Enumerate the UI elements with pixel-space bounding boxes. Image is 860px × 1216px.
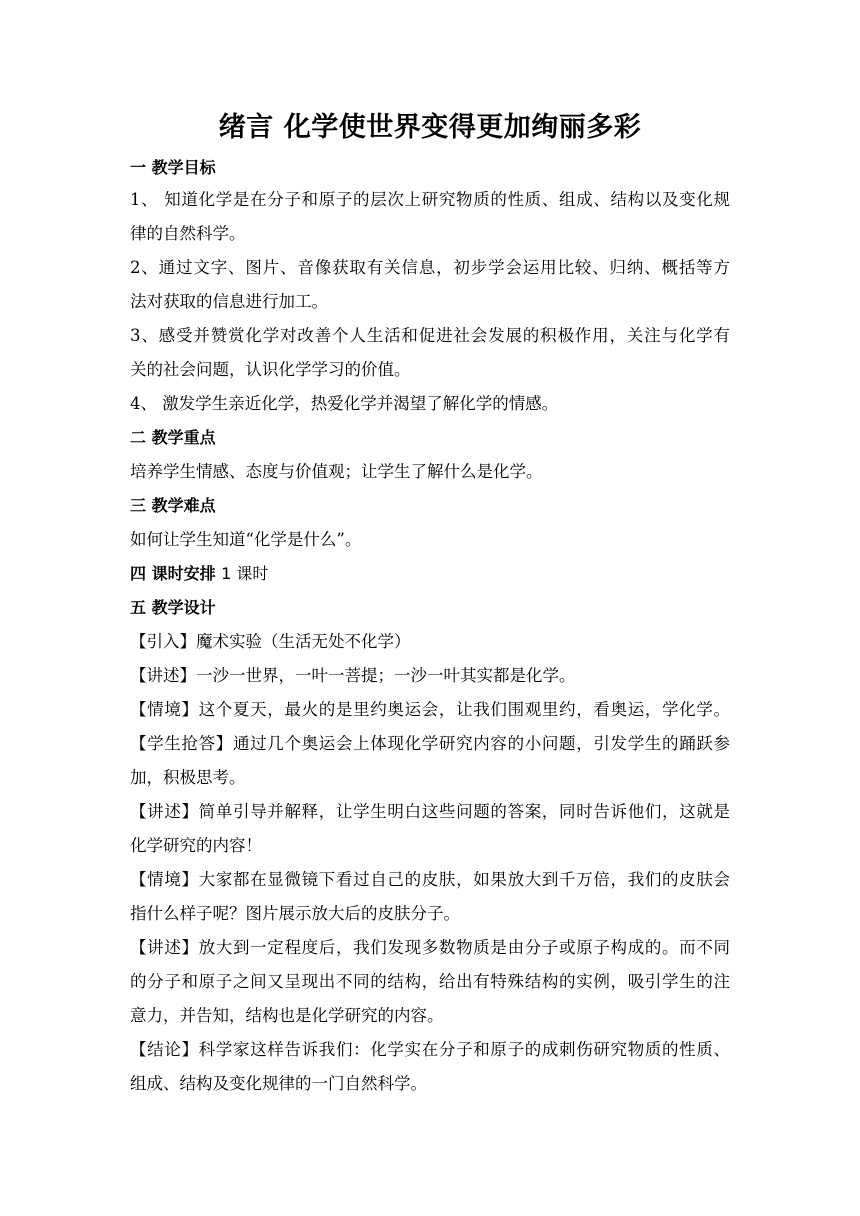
goal-4: 4、 激发学生亲近化学，热爱化学并渴望了解化学的情感。: [130, 394, 559, 413]
section-heading-difficulty: 三 教学难点: [130, 496, 216, 515]
goal-2-line-2: 法对获取的信息进行加工。: [130, 292, 328, 311]
step-text: 魔术实验（生活无处不化学）: [196, 632, 411, 651]
difficulty-text: 如何让学生知道“化学是什么”。: [130, 530, 362, 549]
design-step-intro: [130, 630, 730, 654]
design-step-narration-3-line-1: [130, 936, 730, 960]
goal-3-line-1: 3、感受并赞赏化学对改善个人生活和促进社会发展的积极作用，关注与化学有: [130, 326, 730, 345]
step-text: 科学家这样告诉我们：化学实在分子和原子的成刺伤研究物质的性质、: [198, 1040, 731, 1059]
schedule-value: 1 课时: [221, 564, 269, 583]
step-tag: 【情境】: [130, 870, 199, 889]
step-text: 一沙一世界，一叶一菩提；一沙一叶其实都是化学。: [196, 666, 576, 685]
step-text: 大家都在显微镜下看过自己的皮肤，如果放大到千万倍，我们的皮肤会: [198, 870, 731, 889]
design-step-narration-3-line-2: 的分子和原子之间又呈现出不同的结构，给出有特殊结构的实例，吸引学生的注: [130, 972, 730, 991]
design-step-conclusion-line-1: [130, 1038, 730, 1062]
section-heading-design: 五 教学设计: [130, 598, 216, 617]
design-step-narration-2-line-2: 化学研究的内容！: [130, 836, 262, 855]
design-step-narration-2-line-1: [130, 800, 730, 824]
design-step-scenario-2-line-2: 指什么样子呢？图片展示放大后的皮肤分子。: [130, 904, 460, 923]
key-points-text: 培养学生情感、态度与价值观；让学生了解什么是化学。: [130, 462, 543, 481]
schedule-label: 四 课时安排: [130, 564, 216, 583]
step-text: 简单引导并解释，让学生明白这些问题的答案，同时告诉他们，这就是: [198, 802, 731, 821]
section-heading-key-points: 二 教学重点: [130, 428, 216, 447]
design-step-scenario-1: [130, 698, 730, 722]
document-title: 绪言 化学使世界变得更加绚丽多彩: [218, 112, 642, 143]
goal-1-line-1: 1、 知道化学是在分子和原子的层次上研究物质的性质、组成、结构以及变化规: [130, 190, 730, 209]
goal-2-line-1: 2、通过文字、图片、音像获取有关信息，初步学会运用比较、归纳、概括等方: [130, 258, 730, 277]
step-tag: 【讲述】: [130, 666, 196, 685]
goal-3-line-2: 关的社会问题，认识化学学习的价值。: [130, 360, 411, 379]
step-tag: 【情境】: [130, 700, 199, 719]
step-text: 通过几个奥运会上体现化学研究内容的小问题，引发学生的踊跃参: [232, 734, 731, 753]
section-heading-schedule: [130, 562, 730, 586]
design-step-quiz-line-1: [130, 732, 730, 756]
goal-1-line-2: 律的自然科学。: [130, 224, 246, 243]
step-tag: 【结论】: [130, 1040, 199, 1059]
design-step-scenario-2-line-1: [130, 868, 730, 892]
design-step-quiz-line-2: 加，积极思考。: [130, 768, 246, 787]
design-step-narration-3-line-3: 意力，并告知，结构也是化学研究的内容。: [130, 1006, 444, 1025]
step-tag: 【讲述】: [130, 802, 199, 821]
design-step-conclusion-line-2: 组成、结构及变化规律的一门自然科学。: [130, 1074, 427, 1093]
section-heading-goals: 一 教学目标: [130, 158, 216, 177]
step-tag: 【学生抢答】: [130, 734, 233, 753]
step-text: 放大到一定程度后，我们发现多数物质是由分子或原子构成的。而不同: [198, 938, 731, 957]
step-tag: 【讲述】: [130, 938, 199, 957]
step-tag: 【引入】: [130, 632, 196, 651]
step-text: 这个夏天，最火的是里约奥运会，让我们围观里约，看奥运，学化学。: [198, 700, 731, 719]
design-step-narration-1: [130, 664, 730, 688]
